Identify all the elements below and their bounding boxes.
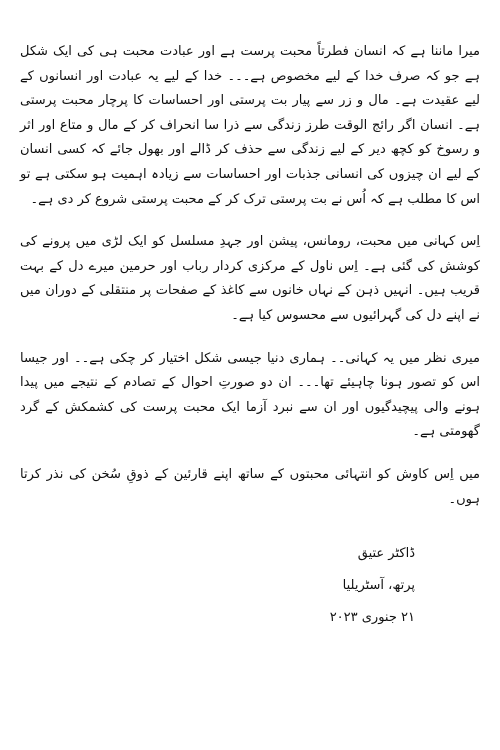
paragraph-2: اِس کہانی میں محبت، رومانس، پیشن اور جہدِ مسلسل کو ایک لڑی میں پرونے کی کوشش کی گئی ہے۔ اِس ناول کے مرکزی کردار رباب اور حرمین میرے دل کے بہت قریب ہیں۔ انہیں ذہن کے نہاں خانوں سے کاغذ کے صفحات پر منتقلی کے دوران میں نے اپنے دل کی گہرائیوں سے محسوس کیا ہے۔ [20,234,480,323]
author-location: پرتھ، آسٹریلیا [342,578,415,594]
signature-date: ۲۱ جنوری ۲۰۲۳ [329,610,415,626]
document-body [20,40,480,634]
paragraph-4: میں اِس کاوش کو انتہائی محبتوں کے ساتھ اپنے قارئین کے ذوقِ سُخن کی نذر کرتا ہوں۔ [20,466,480,507]
signature-block [20,538,480,634]
paragraph-1: میرا ماننا ہے کہ انسان فطرتاً محبت پرست ہے اور عبادت محبت ہی کی ایک شکل ہے جو کہ صرف خدا کے لیے مخصوص ہے۔۔۔ خدا کے لیے یہ عبادت اور انسانوں کے لیے عقیدت ہے۔ مال و زر سے پیار بت پرستی اور احساسات کا پرچار محبت پرستی ہے۔ انسان اگر رائج الوقت طرز زندگی سے ذرا سا انحراف کر کے مال و متاع اور اثر و رسوخ کو کچھ دیر کے لیے زندگی سے حذف کر ڈالے اور بھول جائے کہ کسی انسان کے لیے ان چیزوں کی انسانی جذبات اور احساسات سے زیادہ اہمیت ہو سکتی ہے تو اس کا مطلب ہے کہ اُس نے بت پرستی ترک کر کے محبت پرستی شروع کر دی ہے۔ [20,44,480,207]
paragraph-3: میری نظر میں یہ کہانی۔۔ ہماری دنیا جیسی شکل اختیار کر چکی ہے۔۔ اور جیسا اس کو تصور ہونا چاہیئے تھا۔۔۔ ان دو صورتِ احوال کے تصادم کے نتیجے میں پیدا ہونے والی پیچیدگیوں اور ان سے نبرد آزما ایک محبت پرست کی کشمکش کے گرد گھومتی ہے۔ [20,350,480,440]
author-name: ڈاکٹر عتیق [357,546,415,562]
